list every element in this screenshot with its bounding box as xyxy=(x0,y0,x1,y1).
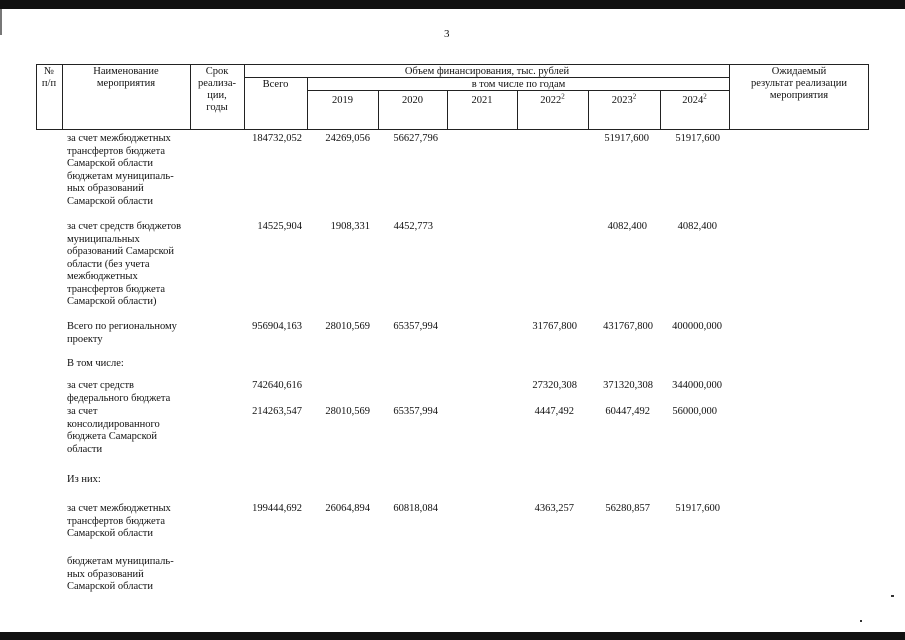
row-total: 184732,052 xyxy=(252,133,302,144)
header-total: Всего xyxy=(262,79,289,90)
row-label: за счет межбюджетных трансфертов бюджета Самарской области xyxy=(67,503,171,539)
row-2023: 56280,857 xyxy=(605,503,650,514)
header-expected-result: Ожидаемый результат реализации мероприятия xyxy=(750,66,848,101)
row-2023: 431767,800 xyxy=(603,321,653,332)
row-total: 14525,904 xyxy=(257,221,302,232)
row-2019: 1908,331 xyxy=(330,221,370,232)
header-number: № п/п xyxy=(41,66,57,89)
scan-border-top xyxy=(0,0,905,9)
row-2022: 4447,492 xyxy=(534,406,574,417)
row-2023: 371320,308 xyxy=(603,380,653,391)
header-year-2024: 2024$^2$ xyxy=(682,92,707,106)
header-by-year: в том числе по годам xyxy=(471,79,566,90)
row-2020: 60818,084 xyxy=(393,503,438,514)
row-2022: 27320,308 xyxy=(532,380,577,391)
row-2024: 51917,600 xyxy=(675,133,720,144)
row-label: Всего по региональному проекту xyxy=(67,321,177,345)
row-total: 199444,692 xyxy=(252,503,302,514)
header-year-2023: 2023$^2$ xyxy=(611,92,637,106)
row-2023: 4082,400 xyxy=(607,221,647,232)
row-label: за счет средств федерального бюджета xyxy=(67,380,171,404)
row-2019: 28010,569 xyxy=(325,321,370,332)
row-2023: 51917,600 xyxy=(604,133,649,144)
row-2022: 31767,800 xyxy=(532,321,577,332)
row-2019: 26064,894 xyxy=(325,503,370,514)
page-number: 3 xyxy=(444,28,450,40)
row-2020: 4452,773 xyxy=(393,221,433,232)
footnote-mark: 2 xyxy=(561,92,565,101)
header-year-2020: 2020 xyxy=(402,95,423,106)
row-2024: 400000,000 xyxy=(672,321,722,332)
row-2020: 65357,994 xyxy=(393,321,438,332)
row-2024: 56000,000 xyxy=(672,406,717,417)
row-2020: 65357,994 xyxy=(393,406,438,417)
row-2024: 51917,600 xyxy=(675,503,720,514)
row-2024: 4082,400 xyxy=(677,221,717,232)
scan-border-bottom xyxy=(0,632,905,640)
footnote-mark: 2 xyxy=(632,92,637,101)
row-2024: 344000,000 xyxy=(672,380,722,391)
row-2019: 28010,569 xyxy=(325,406,370,417)
header-term: Срок реализа- ции, годы xyxy=(198,66,236,113)
scan-speck xyxy=(860,620,862,622)
row-2023: 60447,492 xyxy=(605,406,650,417)
row-label: Из них: xyxy=(67,474,101,485)
row-label: за счет межбюджетных трансфертов бюджета Самарской области бюджетам муниципаль- ных образований Самарской области xyxy=(67,133,174,207)
row-label: бюджетам муниципаль- ных образований Самарской области xyxy=(67,556,174,592)
row-total: 956904,163 xyxy=(252,321,302,332)
row-total: 742640,616 xyxy=(252,380,302,391)
row-total: 214263,547 xyxy=(252,406,302,417)
row-2022: 4363,257 xyxy=(534,503,574,514)
header-financing: Объем финансирования, тыс. рублей xyxy=(404,66,570,77)
header-year-2019: 2019 xyxy=(332,95,353,106)
scan-edge-left xyxy=(0,9,2,35)
row-label: В том числе: xyxy=(67,358,124,369)
scan-speck xyxy=(891,595,894,597)
row-2020: 56627,796 xyxy=(393,133,438,144)
header-year-2021: 2021 xyxy=(471,95,493,106)
footnote-mark: 2 xyxy=(703,92,707,101)
row-label: за счет средств бюджетов муниципальных образований Самарской области (без учета межбюджетных трансфертов бюджета Самарской области) xyxy=(67,221,182,307)
row-2019: 24269,056 xyxy=(325,133,370,144)
row-label: за счет консолидированного бюджета Самарской области xyxy=(67,406,160,455)
header-activity-name: Наименование мероприятия xyxy=(93,66,159,89)
header-year-2022: 2022$^2$ xyxy=(540,92,565,106)
